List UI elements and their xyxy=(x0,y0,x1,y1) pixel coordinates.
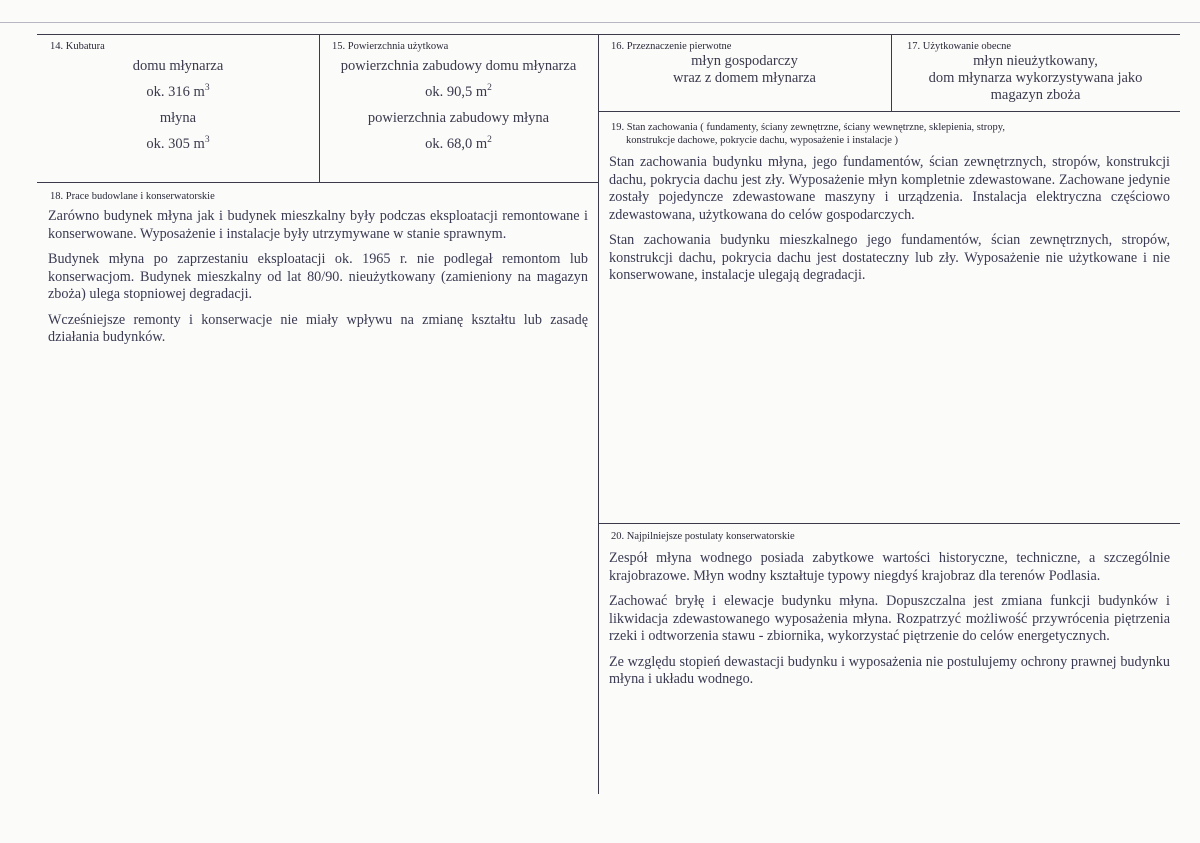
s16-line2: wraz z domem młynarza xyxy=(673,70,816,86)
s17-line1: młyn nieużytkowany, xyxy=(973,53,1098,69)
section-18-prace xyxy=(37,182,598,794)
section-17-label: 17. Użytkowanie obecne xyxy=(907,41,1012,52)
section-14-label: 14. Kubatura xyxy=(50,41,105,52)
top-edge-line xyxy=(0,22,1200,23)
section-18-body xyxy=(37,208,598,347)
section-20-body xyxy=(598,550,1180,689)
s15-line2: ok. 90,5 $m^2$ xyxy=(425,83,492,100)
s19-label-line2: konstrukcje dachowe, pokrycie dachu, wyposażenie i instalacje ) xyxy=(626,135,899,146)
section-19-label xyxy=(598,111,1180,147)
s19-paragraph: Stan zachowania budynku mieszkalnego jego fundamentów, ścian zewnętrznych, stropów, konstrukcji dachu, pokrycia dachu jest dostateczny lub zły. Wyposażenie nie użytkowane i nie konserwowane, instalacje ulegają degradacji. xyxy=(609,232,1170,283)
s15-line1: powierzchnia zabudowy domu młynarza xyxy=(340,58,577,74)
s14-line4: ok. 305 $m^3$ xyxy=(146,135,210,152)
section-19-body xyxy=(598,154,1180,285)
s18-paragraph: Budynek młyna po zaprzestaniu eksploatacji ok. 1965 r. nie podlegał remontom lub konserwacjom. Budynek mieszkalny od lat 80/90. nieużytkowany (zamieniony na magazyn zboża) ulega stopniowej degradacji. xyxy=(48,251,588,302)
section-15-label: 15. Powierzchnia użytkowa xyxy=(332,41,449,52)
s17-line2: dom młynarza wykorzystywana jako xyxy=(928,70,1143,86)
section-19-stan xyxy=(598,111,1180,523)
section-17-uzytkowanie xyxy=(891,34,1180,111)
section-16-przeznaczenie xyxy=(598,34,891,111)
form-page xyxy=(37,34,1180,794)
s20-paragraph: Ze względu stopień dewastacji budynku i wyposażenia nie postulujemy ochrony prawnej budynku młyna i układu wodnego. xyxy=(609,653,1170,687)
s20-paragraph: Zachować bryłę i elewacje budynku młyna. Dopuszczalna jest zmiana funkcji budynków i likwidacja zdewastowanego wyposażenia młyna. Rozpatrzyć możliwość przywrócenia piętrzenia rzeki i odtworzenia stawu - zbiornika, wykorzystać piętrzenie do celów energetycznych. xyxy=(609,593,1170,644)
s15-line4: ok. 68,0 $m^2$ xyxy=(425,135,492,152)
s18-paragraph: Wcześniejsze remonty i konserwacje nie miały wpływu na zmianę kształtu lub zasadę działania budynków. xyxy=(48,311,588,345)
s14-line3: młyna xyxy=(159,110,197,126)
section-20-label: 20. Najpilniejsze postulaty konserwatorskie xyxy=(611,531,795,542)
s14-line2: ok. 316 $m^3$ xyxy=(146,83,210,100)
s19-paragraph: Stan zachowania budynku młyna, jego fundamentów, ścian zewnętrznych, stropów, konstrukcji dachu, pokrycia dachu jest zły. Wyposażenie młyn kompletnie zdewastowane. Zachowane jedynie zostały pojedyncze zdewastowane maszyny i urządzenia. Instalacja elektryczna częściowo zdewastowana, użytkowana do celów gospodarczych. xyxy=(609,154,1170,223)
s18-paragraph: Zarówno budynek młyna jak i budynek mieszkalny były podczas eksploatacji remontowane i konserwowane. Wyposażenie i instalacje były utrzymywane w stanie sprawnym. xyxy=(48,208,588,242)
s17-line3: magazyn zboża xyxy=(990,87,1081,103)
s15-line3: powierzchnia zabudowy młyna xyxy=(367,110,550,126)
s16-line1: młyn gospodarczy xyxy=(691,53,798,69)
section-14-kubatura xyxy=(37,34,319,182)
s20-paragraph: Zespół młyna wodnego posiada zabytkowe wartości historyczne, techniczne, a szczególnie krajobrazowe. Młyn wodny kształtuje typowy niegdyś krajobraz dla terenów Podlasia. xyxy=(609,550,1170,584)
section-16-label: 16. Przeznaczenie pierwotne xyxy=(611,41,732,52)
section-20-postulaty xyxy=(598,523,1180,794)
s19-label-line1: 19. Stan zachowania ( fundamenty, ściany zewnętrzne, ściany wewnętrzne, sklepienia, stropy, xyxy=(611,122,1005,133)
s14-line1: domu młynarza xyxy=(132,58,224,74)
section-15-powierzchnia xyxy=(319,34,598,182)
section-18-label: 18. Prace budowlane i konserwatorskie xyxy=(50,191,215,202)
